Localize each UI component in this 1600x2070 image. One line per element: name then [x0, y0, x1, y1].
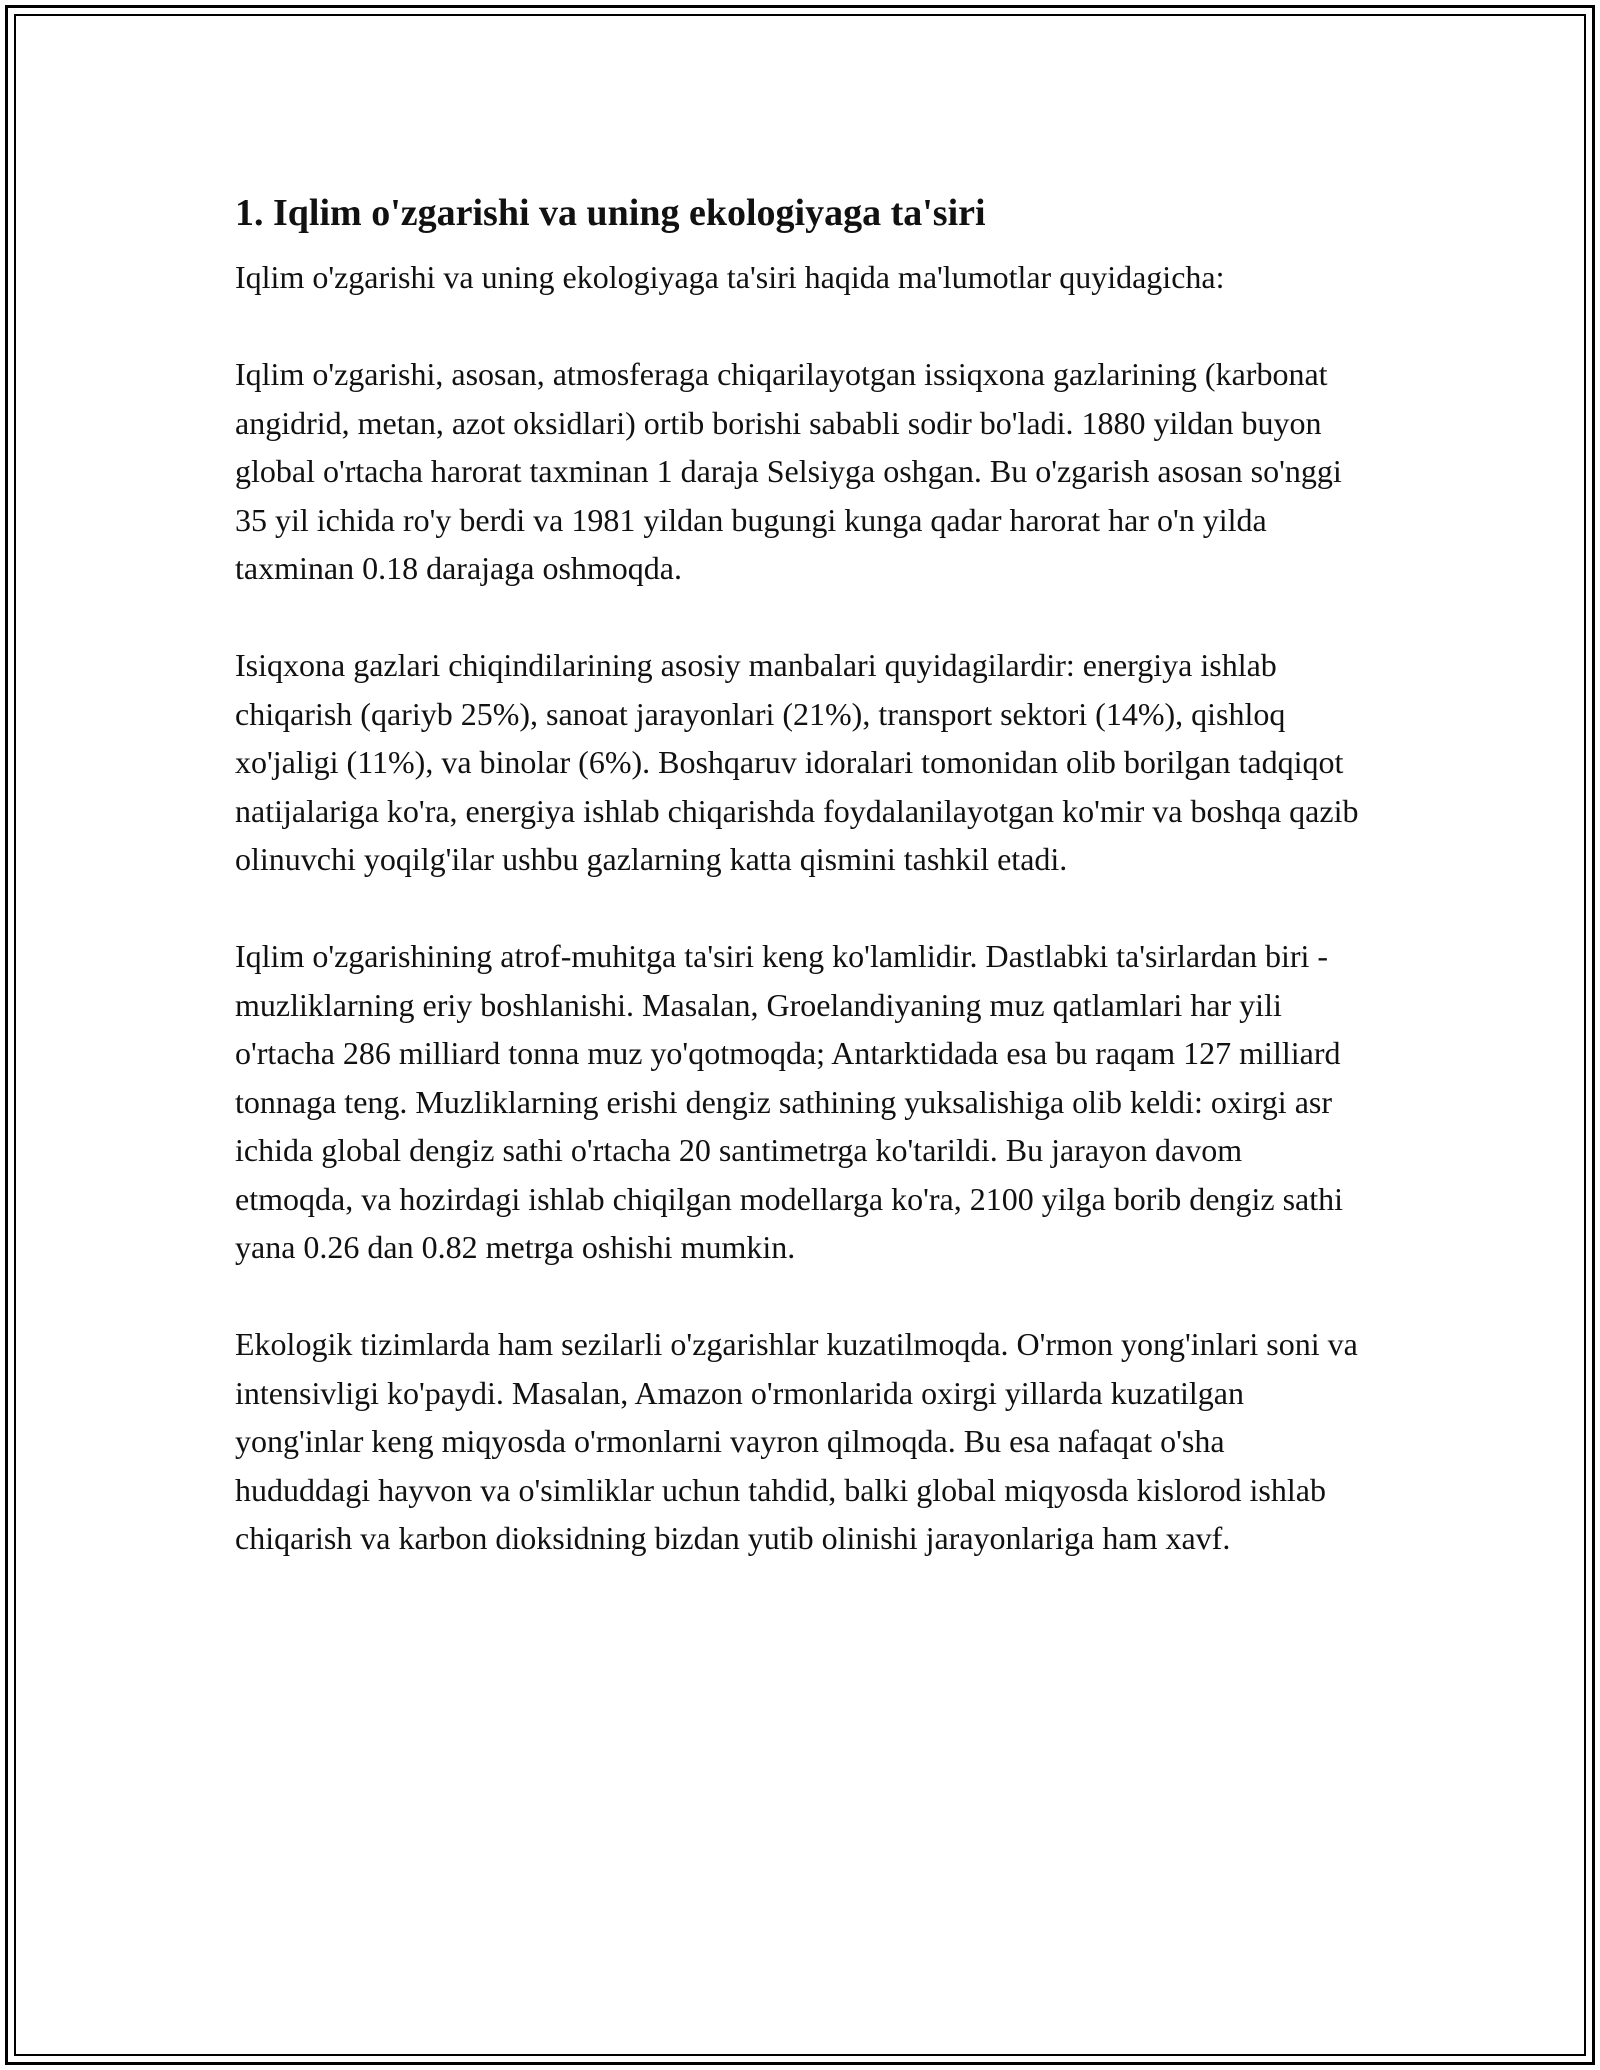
paragraph-sources: Isiqxona gazlari chiqindilarining asosiy manbalari quyidagilardir: energiya ishlab chiqarish (qariyb 25%), sanoat jarayonlari (21%), transport sektori (14%), qishloq xo'jaligi (11%), va binolar (6%). Boshqaruv idoralari tomonidan olib borilgan tadqiqot natijalariga ko'ra, energiya ishlab chiqarishda foydalanilayotgan ko'mir va boshqa qazib olinuvchi yoqilg'ilar ushbu gazlarning katta qismini tashkil etadi.	[235, 647, 1359, 877]
document-body	[235, 187, 1365, 1611]
paragraph-causes: Iqlim o'zgarishi, asosan, atmosferaga chiqarilayotgan issiqxona gazlarining (karbonat angidrid, metan, azot oksidlari) ortib borishi sababli sodir bo'ladi. 1880 yildan buyon global o'rtacha harorat taxminan 1 daraja Selsiyga oshgan. Bu o'zgarish asosan so'nggi 35 yil ichida ro'y berdi va 1981 yildan bugungi kunga qadar harorat har o'n yilda taxminan 0.18 darajaga oshmoqda.	[235, 356, 1342, 586]
section-heading: 1. Iqlim o'zgarishi va uning ekologiyaga ta'siri	[235, 192, 986, 234]
paragraph-ecosystems: Ekologik tizimlarda ham sezilarli o'zgarishlar kuzatilmoqda. O'rmon yong'inlari soni va intensivligi ko'paydi. Masalan, Amazon o'rmonlarida oxirgi yillarda kuzatilgan yong'inlar keng miqyosda o'rmonlarni vayron qilmoqda. Bu esa nafaqat o'sha hududdagi hayvon va o'simliklar uchun tahdid, balki global miqyosda kislorod ishlab chiqarish va karbon dioksidning bizdan yutib olinishi jarayonlariga ham xavf.	[235, 1326, 1358, 1556]
paragraph-impacts: Iqlim o'zgarishining atrof-muhitga ta'siri keng ko'lamlidir. Dastlabki ta'sirlardan biri - muzliklarning eriy boshlanishi. Masalan, Groelandiyaning muz qatlamlari har yili o'rtacha 286 milliard tonna muz yo'qotmoqda; Antarktidada esa bu raqam 127 milliard tonnaga teng. Muzliklarning erishi dengiz sathining yuksalishiga olib keldi: oxirgi asr ichida global dengiz sathi o'rtacha 20 santimetrga ko'tarildi. Bu jarayon davom etmoqda, va hozirdagi ishlab chiqilgan modellarga ko'ra, 2100 yilga borib dengiz sathi yana 0.26 dan 0.82 metrga oshishi mumkin.	[235, 938, 1343, 1265]
paragraph-intro: Iqlim o'zgarishi va uning ekologiyaga ta'siri haqida ma'lumotlar quyidagicha:	[235, 259, 1225, 295]
